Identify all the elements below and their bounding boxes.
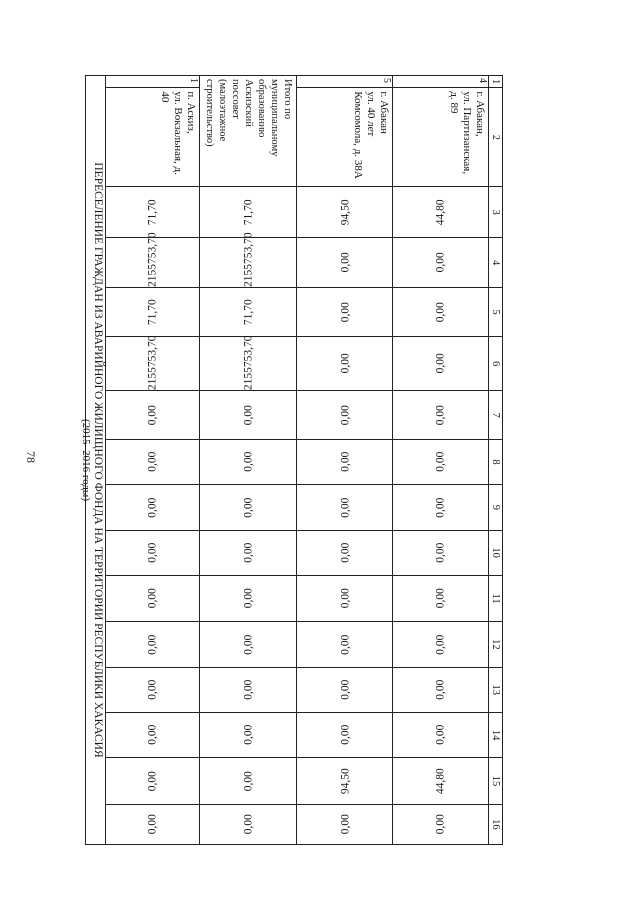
row-index-cell: 1 [106, 76, 200, 88]
value-cell-col-3: 94,50 [297, 187, 393, 238]
value-cell-col-6: 2155753,70 [106, 336, 200, 391]
value-cell-col-9: 0,00 [199, 485, 297, 530]
value-cell-col-14: 0,00 [393, 712, 489, 757]
table-footer-caption [80, 75, 105, 845]
table-row [297, 76, 393, 845]
value-cell-col-5: 0,00 [393, 288, 489, 336]
value-cell-col-8: 0,00 [297, 439, 393, 484]
address-line: д. 89 [447, 91, 460, 114]
address-line: поссовет (малоэтажное [217, 79, 242, 142]
value-cell-col-7: 0,00 [199, 391, 297, 439]
total-label-cell [199, 76, 297, 187]
value-cell-col-7: 0,00 [393, 391, 489, 439]
value-cell-col-11: 0,00 [199, 575, 297, 621]
value-cell-col-15: 94,50 [297, 758, 393, 804]
value-cell-col-3: 71,70 [199, 187, 297, 238]
value-cell-col-12: 0,00 [199, 622, 297, 667]
address-line: ул. Вокзальная, д. 40 [158, 91, 184, 175]
address-line: ул. 40 лет [365, 91, 378, 137]
column-number-8: 8 [488, 439, 502, 484]
value-cell-col-8: 0,00 [393, 439, 489, 484]
value-cell-col-4: 2155753,70 [199, 237, 297, 288]
value-cell-col-3: 44,80 [393, 187, 489, 238]
value-cell-col-10: 0,00 [106, 530, 200, 575]
address-line: строительство) [204, 79, 216, 147]
value-cell-col-16: 0,00 [106, 804, 200, 844]
value-cell-col-10: 0,00 [393, 530, 489, 575]
address-line: г. Абакан [378, 91, 391, 134]
value-cell-col-6: 0,00 [297, 336, 393, 391]
value-cell-col-6: 2155753,70 [199, 336, 297, 391]
value-cell-col-13: 0,00 [106, 667, 200, 712]
column-number-13: 13 [488, 667, 502, 712]
footer-subtitle: (2015–2016 годы) [80, 419, 92, 501]
value-cell-col-10: 0,00 [297, 530, 393, 575]
value-cell-col-7: 0,00 [106, 391, 200, 439]
address-cell [297, 88, 393, 187]
value-cell-col-13: 0,00 [297, 667, 393, 712]
column-number-3: 3 [488, 187, 502, 238]
row-index-cell: 4 [393, 76, 489, 88]
value-cell-col-5: 0,00 [297, 288, 393, 336]
address-line: ул. Партизанская, [460, 91, 473, 175]
value-cell-col-16: 0,00 [297, 804, 393, 844]
value-cell-col-11: 0,00 [393, 575, 489, 621]
footer-title: ПЕРЕСЕЛЕНИЕ ГРАЖДАН ИЗ АВАРИЙНОГО ЖИЛИЩНОГО ФОНДА НА ТЕРРИТОРИИ РЕСПУБЛИКИ ХАКАСИЯ [92, 162, 104, 758]
column-number-12: 12 [488, 622, 502, 667]
table-row [393, 76, 489, 845]
address-line: Итого по муниципальному [269, 79, 294, 157]
value-cell-col-16: 0,00 [199, 804, 297, 844]
value-cell-col-7: 0,00 [297, 391, 393, 439]
column-number-4: 4 [488, 237, 502, 288]
page-number: 78 [24, 451, 38, 463]
value-cell-col-15: 44,80 [393, 758, 489, 804]
value-cell-col-15: 0,00 [106, 758, 200, 804]
value-cell-col-9: 0,00 [393, 485, 489, 530]
value-cell-col-12: 0,00 [106, 622, 200, 667]
value-cell-col-9: 0,00 [106, 485, 200, 530]
value-cell-col-4: 2155753,70 [106, 237, 200, 288]
value-cell-col-12: 0,00 [297, 622, 393, 667]
address-cell [106, 88, 200, 187]
value-cell-col-5: 71,70 [199, 288, 297, 336]
address-line: образованию Аскизский [243, 79, 268, 138]
value-cell-col-6: 0,00 [393, 336, 489, 391]
column-number-2: 2 [488, 88, 502, 187]
column-number-row [488, 76, 502, 845]
rotated-table-container [80, 75, 503, 845]
address-cell [393, 88, 489, 187]
value-cell-col-3: 71,70 [106, 187, 200, 238]
value-cell-col-13: 0,00 [199, 667, 297, 712]
value-cell-col-9: 0,00 [297, 485, 393, 530]
column-number-15: 15 [488, 758, 502, 804]
table-row [106, 76, 200, 845]
value-cell-col-5: 71,70 [106, 288, 200, 336]
value-cell-col-16: 0,00 [393, 804, 489, 844]
row-index-cell: 5 [297, 76, 393, 88]
value-cell-col-15: 0,00 [199, 758, 297, 804]
resettlement-table [105, 75, 503, 845]
column-number-11: 11 [488, 575, 502, 621]
value-cell-col-11: 0,00 [297, 575, 393, 621]
column-number-9: 9 [488, 485, 502, 530]
value-cell-col-14: 0,00 [199, 712, 297, 757]
value-cell-col-8: 0,00 [199, 439, 297, 484]
column-number-1: 1 [488, 76, 502, 88]
address-line: г. Абакан, [473, 91, 486, 137]
value-cell-col-8: 0,00 [106, 439, 200, 484]
table-row [199, 76, 297, 845]
column-number-5: 5 [488, 288, 502, 336]
column-number-16: 16 [488, 804, 502, 844]
value-cell-col-14: 0,00 [297, 712, 393, 757]
value-cell-col-10: 0,00 [199, 530, 297, 575]
column-number-10: 10 [488, 530, 502, 575]
value-cell-col-4: 0,00 [297, 237, 393, 288]
value-cell-col-11: 0,00 [106, 575, 200, 621]
value-cell-col-12: 0,00 [393, 622, 489, 667]
column-number-7: 7 [488, 391, 502, 439]
address-line: Комсомола, д. 38А [352, 91, 365, 179]
value-cell-col-4: 0,00 [393, 237, 489, 288]
column-number-6: 6 [488, 336, 502, 391]
value-cell-col-13: 0,00 [393, 667, 489, 712]
value-cell-col-14: 0,00 [106, 712, 200, 757]
column-number-14: 14 [488, 712, 502, 757]
address-line: п. Аскиз, [184, 91, 197, 134]
